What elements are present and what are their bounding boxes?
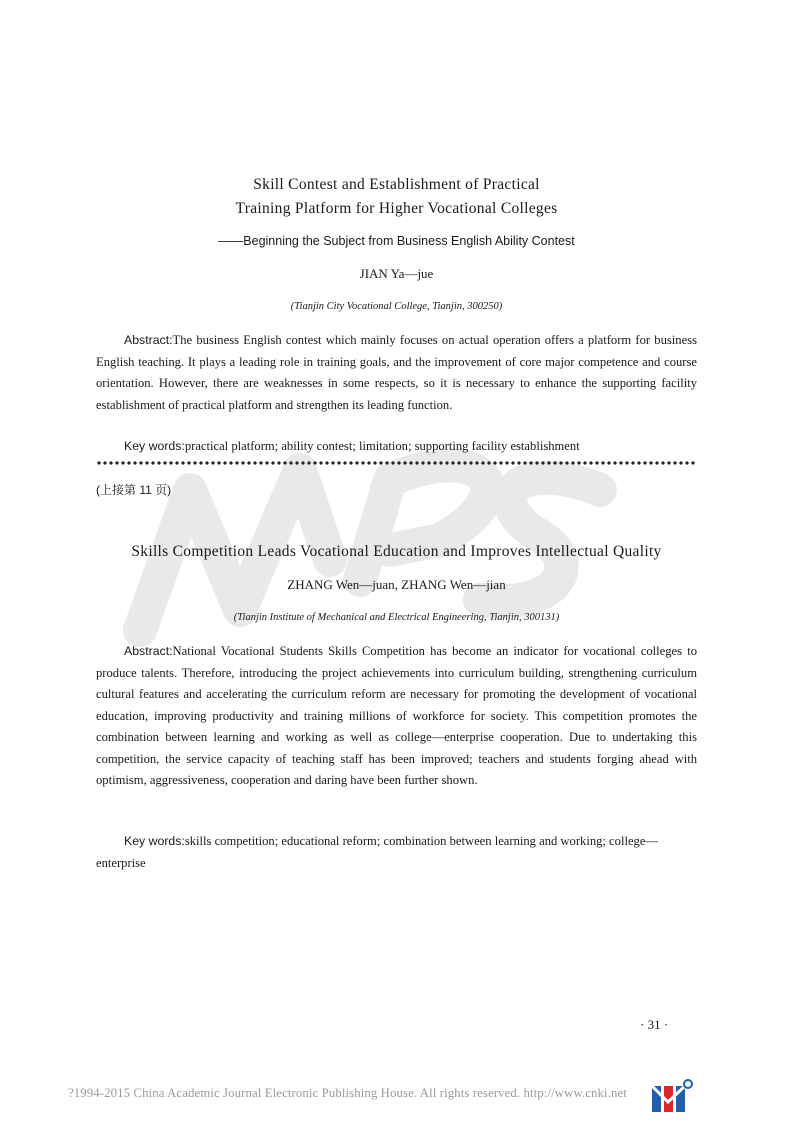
- keywords-label: Key words:: [124, 834, 185, 848]
- decorative-divider: [96, 459, 697, 467]
- keywords-text: skills competition; educational reform; combination between learning and working; college—enterprise: [96, 834, 659, 870]
- abstract-label: Abstract:: [124, 333, 173, 347]
- keywords-text: practical platform; ability contest; limitation; supporting facility establishment: [184, 439, 580, 453]
- paper2-authors: ZHANG Wen—juan, ZHANG Wen—jian: [287, 577, 506, 592]
- paper1-abstract: [96, 330, 697, 416]
- abstract-text: National Vocational Students Skills Competition has become an indicator for vocational colleges to produce talents. Therefore, introducing the project achievements into curriculum building, strengthening curriculum cultural features and accelerating the curriculum reform are necessary for promoting the development of vocational education, improving productivity and training millions of workforce for society. This competition promotes the combination between learning and working as well as college—enterprise cooperation. Due to undertaking this competition, the service capacity of teaching staff has been improved; teachers and students forging ahead with optimism, aggressiveness, cooperation and daring have been further shown.: [96, 644, 697, 787]
- paper1-affiliation: (Tianjin City Vocational College, Tianjin, 300250): [290, 301, 503, 312]
- paper2-title: Skills Competition Leads Vocational Education and Improves Intellectual Quality: [131, 543, 662, 560]
- paper1-title-line2: Training Platform for Higher Vocational Colleges: [235, 200, 558, 217]
- paper1-keywords: [96, 436, 697, 458]
- abstract-text: The business English contest which mainly focuses on actual operation offers a platform for business English teaching. It plays a leading role in training goals, and the improvement of core major competence and course orientation. However, there are weaknesses in some respects, so it is necessary to enhance the supporting facility establishment of practical platform and strengthen its leading function.: [96, 333, 697, 412]
- abstract-label: Abstract:: [124, 644, 173, 658]
- paper1-author: JIAN Ya—jue: [359, 266, 434, 281]
- copyright-footer: ?1994-2015 China Academic Journal Electronic Publishing House. All rights reserved. http://www.cnki.net: [68, 1086, 627, 1100]
- paper2-abstract: [96, 641, 697, 792]
- paper2-keywords: [96, 831, 697, 874]
- keywords-label: Key words:: [124, 439, 185, 453]
- paper1-title-line1: Skill Contest and Establishment of Practical: [253, 176, 540, 193]
- paper2-affiliation: (Tianjin Institute of Mechanical and Electrical Engineering, Tianjin, 300131): [233, 612, 560, 623]
- paper1-subtitle: ——Beginning the Subject from Business English Ability Contest: [218, 234, 575, 248]
- page-number: · 31 ·: [640, 1017, 669, 1032]
- cnki-logo-icon: [650, 1078, 694, 1114]
- continued-from-note: (上接第 11 页): [96, 483, 172, 497]
